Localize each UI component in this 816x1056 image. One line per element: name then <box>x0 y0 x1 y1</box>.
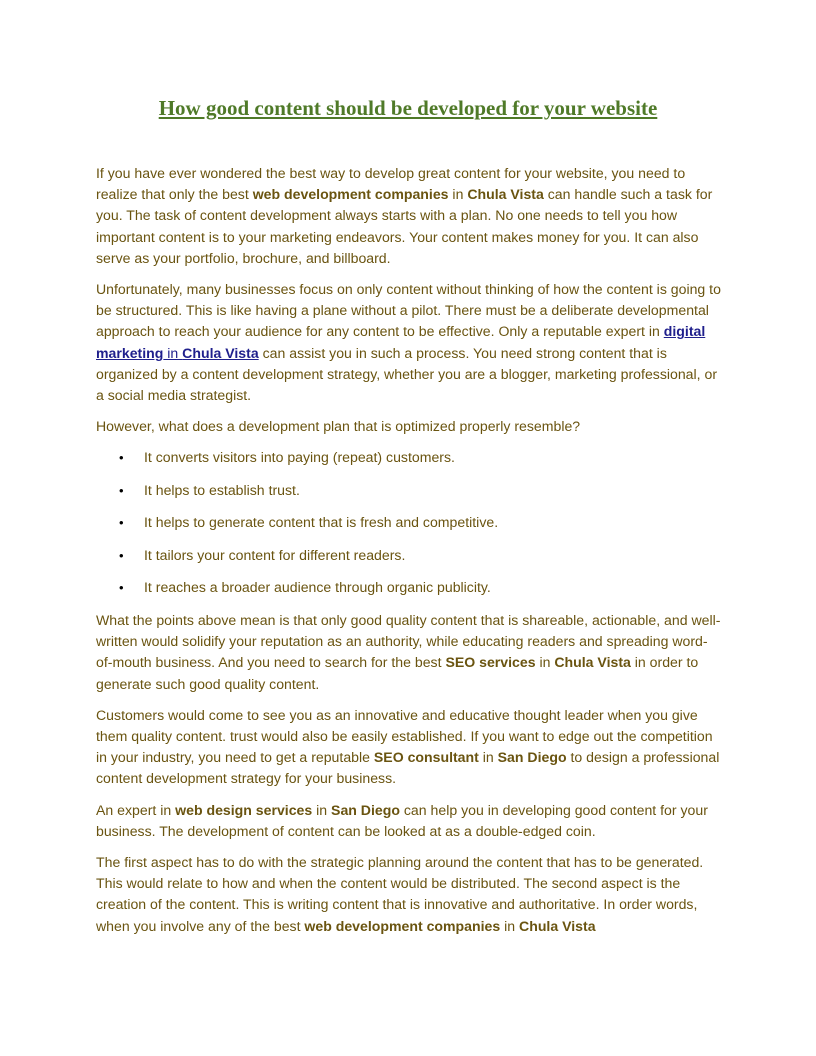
list-item-text: It helps to establish trust. <box>144 481 300 498</box>
list-item <box>96 512 724 533</box>
bullet-icon: • <box>119 450 124 466</box>
keyword: Chula Vista <box>467 186 544 203</box>
text-run: An expert in <box>96 801 176 818</box>
text-run: Customers would come to see you as an innovative and educative thought leader when you give them quality content. trust would also be easily established. If you want to edge out the competition in your industry, you need to get a reputable <box>96 706 713 766</box>
paragraph-5 <box>96 705 724 790</box>
text-run: What the points above mean is that only good quality content that is shareable, actionable, and well-written would solidify your reputation as an authority, while educating readers and spreading word-of-mouth business. And you need to search for the best <box>96 611 721 671</box>
keyword: SEO services <box>445 654 536 671</box>
keyword: SEO consultant <box>373 749 479 766</box>
text-run: in <box>478 749 498 766</box>
list-item <box>96 447 724 468</box>
paragraph-2 <box>96 279 724 406</box>
list-item <box>96 480 724 501</box>
bullet-icon: • <box>119 547 124 563</box>
list-item <box>96 545 724 566</box>
text-run: can handle such a task for you. The task of content development always starts with a plan. No one needs to tell you how important content is to your marketing endeavors. Your content makes money for you. It can also serve as your portfolio, brochure, and billboard. <box>96 186 713 266</box>
text-run: in <box>500 917 520 934</box>
text-run: in order to generate such good quality content. <box>96 654 699 692</box>
text-run: Unfortunately, many businesses focus on only content without thinking of how the content is going to be structured. This is like having a plane without a pilot. There must be a deliberate developmental approach to reach your audience for any content to be effective. Only a reputable expert in <box>96 281 721 340</box>
page-title: How good content should be developed for your website <box>158 96 658 120</box>
paragraph-7 <box>96 852 724 937</box>
text-run: in <box>535 654 555 671</box>
list-item <box>96 577 724 598</box>
paragraph-1 <box>96 163 724 269</box>
bullet-icon: • <box>119 482 124 498</box>
paragraph-6 <box>96 800 724 842</box>
list-item-text: It converts visitors into paying (repeat) customers. <box>144 449 455 466</box>
bullet-list <box>96 447 724 598</box>
list-item-text: It tailors your content for different readers. <box>144 546 406 563</box>
paragraph-3: However, what does a development plan that is optimized properly resemble? <box>96 418 581 435</box>
keyword: San Diego <box>331 801 400 818</box>
keyword: Chula Vista <box>519 917 596 934</box>
keyword: web development companies <box>304 917 501 934</box>
keyword: web development companies <box>252 186 449 203</box>
bullet-icon: • <box>119 580 124 596</box>
text-run: can help you in developing good content for your business. The development of content can be looked at as a double-edged coin. <box>96 801 708 839</box>
list-item-text: It reaches a broader audience through organic publicity. <box>144 579 491 596</box>
link-text[interactable]: in <box>163 344 183 361</box>
keyword: Chula Vista <box>554 654 631 671</box>
paragraph-4 <box>96 610 724 695</box>
keyword: San Diego <box>497 749 567 766</box>
list-item-text: It helps to generate content that is fresh and competitive. <box>144 514 499 531</box>
text-run: If you have ever wondered the best way to develop great content for your website, you need to realize that only the best <box>96 165 686 203</box>
text-run: to design a professional content development strategy for your business. <box>96 749 720 787</box>
link-text[interactable]: Chula Vista <box>182 344 259 361</box>
keyword: web design services <box>175 801 313 818</box>
text-run: The first aspect has to do with the strategic planning around the content that has to be generated. This would relate to how and when the content would be distributed. The second aspect is the creation of the content. This is writing content that is innovative and authoritative. In order words, when you involve any of the best <box>96 853 704 934</box>
link-text[interactable]: digital marketing <box>96 323 706 361</box>
text-run: in <box>312 801 332 818</box>
bullet-icon: • <box>119 515 124 531</box>
article-body <box>96 163 724 947</box>
text-run: can assist you in such a process. You need strong content that is organized by a content development strategy, whether you are a blogger, marketing professional, or a social media strategist. <box>96 344 718 404</box>
text-run: in <box>448 186 468 203</box>
